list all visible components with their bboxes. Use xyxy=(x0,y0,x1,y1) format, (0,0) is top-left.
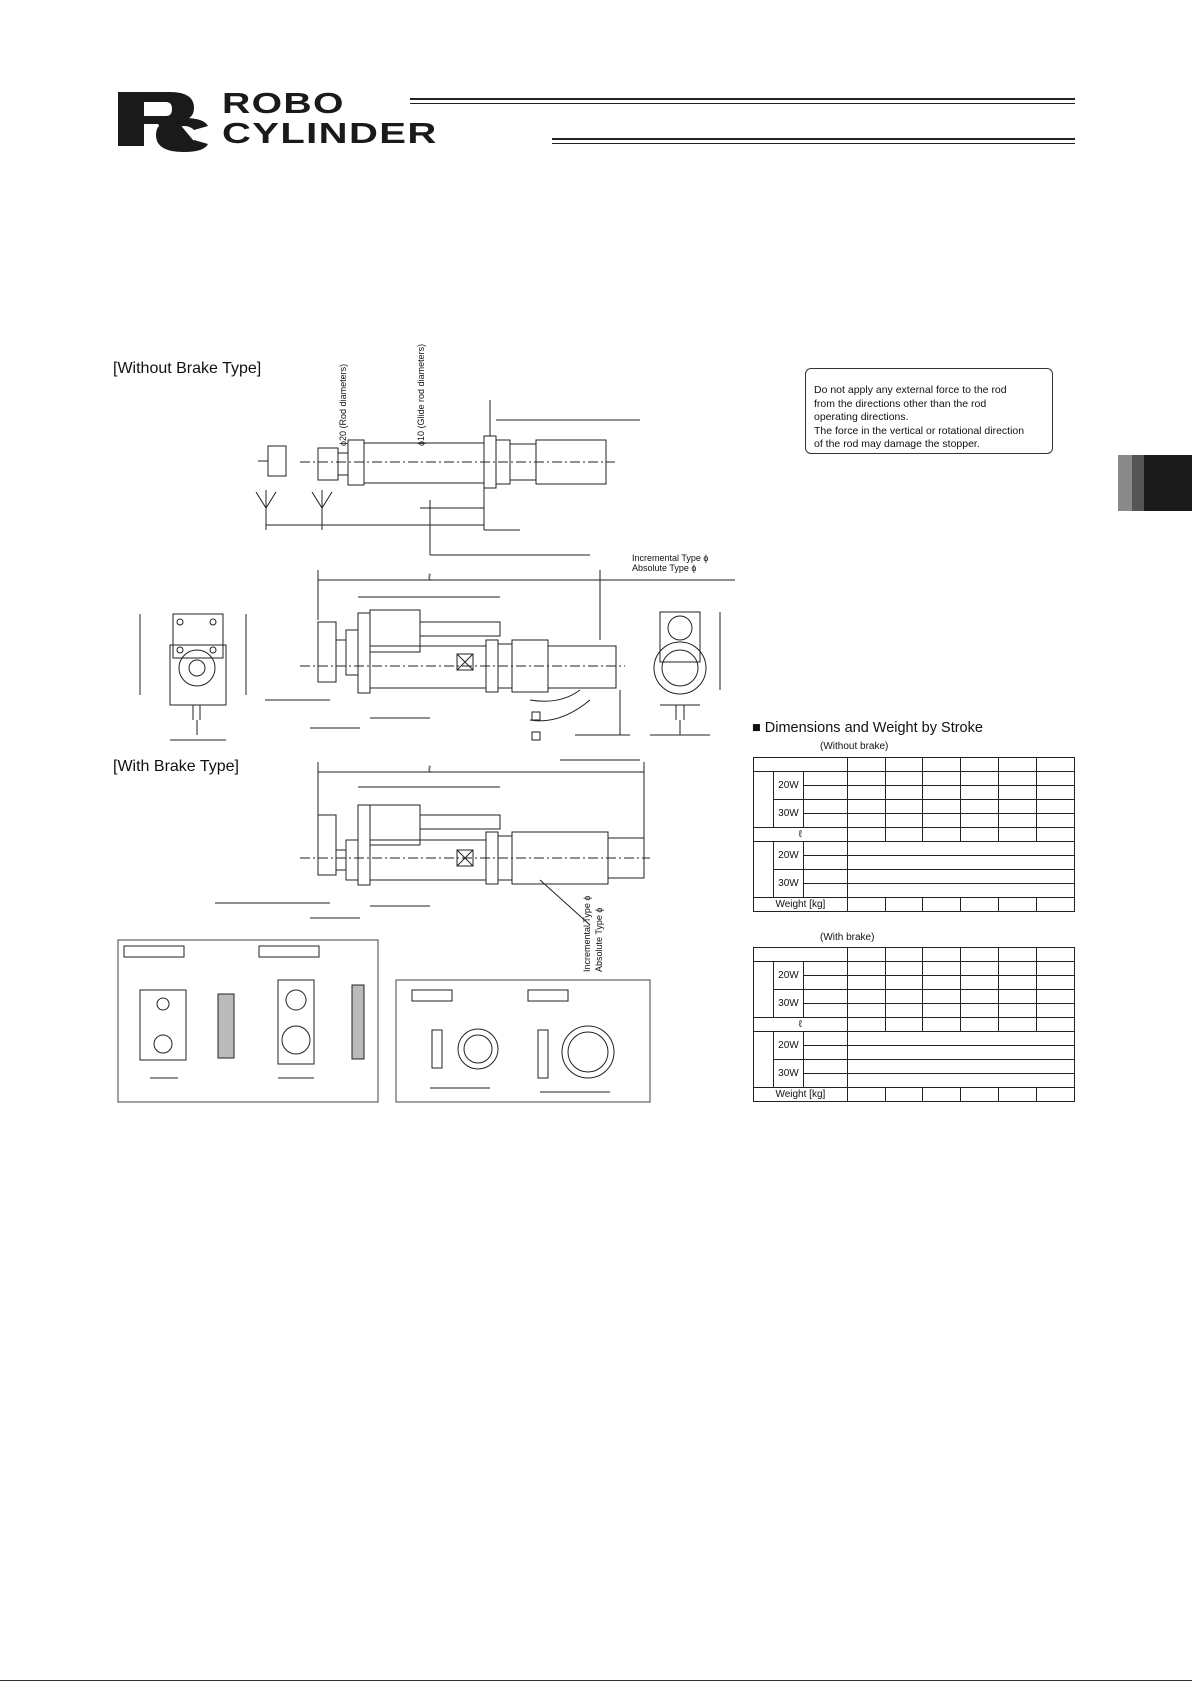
without-brake-caption: (Without brake) xyxy=(820,741,889,752)
rod-diameter-label: ϕ20 (Rod diameters) xyxy=(338,363,348,446)
logo-text-cylinder: CYLINDER xyxy=(222,118,438,150)
caution-note-line: from the directions other than the rod xyxy=(814,397,987,410)
table-row xyxy=(754,962,1075,976)
row-label-30w: 30W xyxy=(773,1060,803,1088)
table-row xyxy=(754,898,1075,912)
incremental-type-label-brake: Incremental Type ϕ xyxy=(582,895,592,972)
table-row xyxy=(754,948,1075,962)
caution-note-line: operating directions. xyxy=(814,411,909,423)
guide-rod-diameter-label: ϕ10 (Glide rod diameters) xyxy=(416,343,426,446)
table-row xyxy=(754,828,1075,842)
dimensions-table-without-brake xyxy=(753,757,1075,912)
with-brake-caption: (With brake) xyxy=(820,932,875,943)
row-label-weight: Weight [kg] xyxy=(754,898,848,912)
row-label-20w: 20W xyxy=(773,1032,803,1060)
table-row xyxy=(754,990,1075,1004)
table-row xyxy=(754,1018,1075,1032)
caution-note-line: The force in the vertical or rotational direction xyxy=(814,424,1025,437)
row-label-30w: 30W xyxy=(773,870,803,898)
length-symbol-brake: ℓ xyxy=(428,764,431,774)
row-label-weight: Weight [kg] xyxy=(754,1088,848,1102)
table-row xyxy=(754,842,1075,856)
absolute-type-label-brake: Absolute Type ϕ xyxy=(594,907,604,972)
section-title-without-brake: [Without Brake Type] xyxy=(113,360,262,377)
row-label-ell: ℓ xyxy=(754,1018,848,1032)
caution-note-line: Do not apply any external force to the rod xyxy=(814,384,1007,396)
flange-detail-panel xyxy=(118,940,378,1102)
table-row xyxy=(754,1060,1075,1074)
page-bottom-rule xyxy=(0,1680,1192,1681)
length-symbol-top: ℓ xyxy=(428,572,431,582)
row-label-30w: 30W xyxy=(773,990,803,1018)
end-view-left xyxy=(140,614,246,740)
incremental-type-label: Incremental Type ϕ xyxy=(632,553,709,563)
table-row xyxy=(754,758,1075,772)
table-row xyxy=(754,772,1075,786)
dimensions-heading: ■ Dimensions and Weight by Stroke xyxy=(752,720,983,736)
caution-note-line: of the rod may damage the stopper. xyxy=(814,438,980,450)
row-label-ell: ℓ xyxy=(754,828,848,842)
logo-text-robo: ROBO xyxy=(222,88,345,120)
section-title-with-brake: [With Brake Type] xyxy=(113,758,239,775)
end-view-right xyxy=(650,612,720,735)
table-row xyxy=(754,1032,1075,1046)
row-label-30w: 30W xyxy=(773,800,803,828)
row-label-20w: 20W xyxy=(773,962,803,990)
dimensions-table-with-brake xyxy=(753,947,1075,1102)
actuator-top-view xyxy=(256,400,640,555)
pipe-detail-panel xyxy=(396,980,650,1102)
table-row xyxy=(754,870,1075,884)
table-row xyxy=(754,800,1075,814)
table-row xyxy=(754,1088,1075,1102)
row-label-20w: 20W xyxy=(773,842,803,870)
row-label-20w: 20W xyxy=(773,772,803,800)
absolute-type-label: Absolute Type ϕ xyxy=(632,563,697,573)
actuator-side-view xyxy=(265,570,735,760)
